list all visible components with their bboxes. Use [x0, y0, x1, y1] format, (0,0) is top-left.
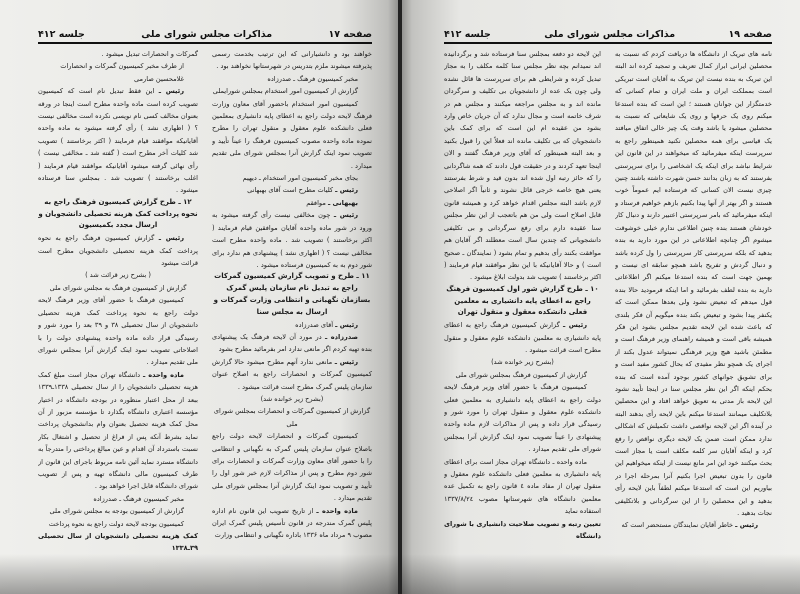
- paragraph-text: گزارش کمیسیون فرهنگ راجع به نحوه پرداخت کمک هزینه تحصیلی دانشجویان مطرح است قرائت میشود: [38, 234, 198, 268]
- paragraph: [38, 232, 198, 269]
- running-title: مذاکرات مجلس شورای ملی: [544, 29, 676, 40]
- paragraph-text: مخبر کمیسیون فرهنگ ـ صدرزاده: [267, 74, 358, 83]
- session-number: جلسه ۴۱۲: [444, 29, 491, 40]
- speaker-name: ماده واحده ـ: [316, 506, 358, 515]
- paragraph: [38, 518, 198, 530]
- column-left: [444, 48, 601, 588]
- paragraph: [615, 48, 772, 519]
- speaker-name: رئیس ـ: [335, 186, 358, 195]
- section-heading: [38, 197, 198, 232]
- paragraph: [212, 319, 372, 331]
- column-left: [38, 48, 198, 588]
- paragraph-text: کلیات مطرح است آقای بهبهانی: [247, 186, 336, 195]
- speaker-name: صدرزاده ـ: [324, 332, 358, 341]
- paragraph: [38, 369, 198, 493]
- page-number: صفحه ۱۹: [728, 29, 772, 40]
- page-header: [38, 24, 372, 40]
- speaker-name: ماده واحده ـ: [142, 370, 184, 379]
- paragraph-text: ماده واحده ـ دانشگاه تهران مجاز است برای اعطای پایه دانشیاری به معلمین فعلی دانشکده علوم معقول و منقول تهران از مفاد ماده ٤ قانون راجع به تکمیل عده معلمین دانشگاه های شهرستانها مصوب ۱۳۳۷/۸/۲٤ استفاده نماید: [444, 457, 601, 516]
- page-header: [444, 24, 772, 40]
- paragraph-text: ۱۱ ـ طرح و تصویب گزارش کمیسیون گمرکات راجع به تبدیل نام سازمان پلیس گمرک بسازمان نگهبانی و انتظامی وزارت گمرکات و ارسال به مجلس سنا: [213, 272, 371, 316]
- paragraph: [38, 294, 198, 368]
- text-columns: [38, 48, 372, 588]
- paragraph: [444, 369, 601, 381]
- paragraph: [38, 282, 198, 294]
- speaker-name: رئیس ـ: [735, 521, 758, 530]
- paragraph: [444, 456, 601, 518]
- session-number: جلسه ۴۱۲: [38, 29, 85, 40]
- paragraph-text: گزارش از کمیسیون گمرکات و انحصارات بمجلس شورای ملی: [213, 407, 371, 428]
- paragraph-text: ۱۲ ـ طرح گزارش کمیسیون فرهنگ راجع به نحوه پرداخت کمک هزینه تحصیلی دانشجویان و ارسال مجدد بکمیسیون: [38, 197, 198, 230]
- text-columns: [444, 48, 772, 588]
- paragraph: [38, 269, 198, 281]
- section-heading: [444, 284, 601, 319]
- paragraph: [212, 430, 372, 504]
- paragraph: [38, 505, 198, 517]
- paragraph-text: از تاریخ تصویب این قانون نام اداره پلیس گمرک مندرجه در قانون تأسیس پلیس گمرک ایران مصوب ۹ مرداد ماه ۱۳۳۶ باداره نگهبانی و انتظامی وزارت: [212, 506, 372, 540]
- paragraph: [212, 209, 372, 271]
- paragraph-text: گزارش از کمیسیون امور استخدام بمجلس شورایملی: [212, 87, 358, 96]
- paragraph: [444, 319, 601, 356]
- speaker-name: رئیس ـ: [562, 321, 587, 330]
- paragraph-text: گزارش کمیسیون فرهنگ راجع به اعطای پایه دانشیاری به معلمین دانشکده علوم معقول و منقول مطرح است قرائت میشود .: [444, 321, 601, 354]
- paragraph: [212, 405, 372, 430]
- paragraph: [212, 98, 372, 172]
- paragraph-text: موافقم: [306, 198, 328, 207]
- paragraph-text: گمرکات و انحصارات تبدیل میشود .: [101, 50, 198, 58]
- paragraph: [212, 505, 372, 542]
- column-right: [615, 48, 772, 588]
- paragraph-text: (بشرح زیر خوانده شد): [491, 358, 554, 367]
- column-right: [212, 48, 372, 588]
- speaker-name: رئیس ـ: [158, 234, 185, 243]
- speaker-name: رئیس ـ: [334, 357, 358, 366]
- speaker-name: بهبهانی ـ: [327, 198, 358, 207]
- paragraph-text: چون مخالفی نیست رأی گرفته میشود به ورود در شور ماده واحده آقایان موافقین قیام فرمایند ( اکثر برخاستند ) تصویب شد . ماده واحده مطرح است مخالفی نیست ؟ ( اظهاری نشد ) پیشنهادی هم ندارد برای شور دوم به به کمیسیون فرستاده میشود .: [212, 211, 372, 269]
- paragraph-text: این فقط تبدیل نام است که کمیسیون تصویب کرده است ماده واحده مطرح است اینجا در ورقه بعنوان مخالف کسی نام نویسی نکرده است مخالفی نیست ؟ ( اظهاری نشد ) رأی گرفته میشود به ماده واحده آقایانیکه موافقند قیام فرمایند ( اکثر برخاستند ) تصویب شد کلیات آخر مطرح است ( گفته شد ـ مخالفی نیست ) رأی نهائی گرفته میشود آقایانیکه موافقند قیام فرمایند ( اغلب برخاستند ) تصویب شد . بمجلس سنا فرستاده میشود .: [38, 87, 198, 195]
- paragraph: [444, 356, 601, 368]
- header-rule: [38, 42, 372, 44]
- paragraph: [38, 493, 198, 505]
- paragraph: [38, 85, 198, 197]
- paragraph-text: خاطر آقایان نمایندگان مستحضر است که: [621, 521, 736, 530]
- paragraph: [615, 519, 772, 531]
- paragraph-text: گزارش از کمیسیون فرهنگ بمجلس شورای ملی: [455, 370, 587, 379]
- speaker-name: رئیس ـ: [158, 87, 184, 96]
- paragraph-text: مانعی ندارد آنهم مطرح میشود حالا گزارش کمیسیون گمرکات و انحصارات راجع به اصلاح عنوان سازمان پلیس گمرک مطرح است قرائت میشود .: [212, 357, 372, 391]
- paragraph: [212, 73, 372, 85]
- speaker-name: رئیس ـ: [335, 320, 358, 329]
- paragraph-text: غلامحسین صارمی: [134, 74, 184, 83]
- paragraph: [444, 518, 601, 543]
- paragraph-text: مخبر کمیسیون فرهنگ ـ صدرزاده: [93, 494, 184, 503]
- paragraph-text: تعیین رتبه و تصویب صلاحیت دانشیاری با شورای دانشگاه: [444, 519, 601, 541]
- paragraph-text: آقای صدرزاده: [295, 320, 336, 329]
- paragraph: [444, 48, 601, 284]
- paragraph-text: در مورد آن لایحه فرهنگ یک پیشنهادی بنده تهیه کردم اگر مانعی ندارد امر بفرمائید مطرح بشود: [212, 332, 372, 354]
- paragraph-text: بجای مخبر کمیسیون امور استخدام ـ دیهیم: [242, 174, 358, 183]
- page-number: صفحه ۱۷: [328, 29, 372, 40]
- paragraph: [38, 73, 198, 85]
- paragraph: [38, 60, 198, 72]
- book-spine: [398, 0, 402, 594]
- paragraph-text: نامه های تبریک از دانشگاه ها دریافت کردم که نسبت به محصلین ایرانی ابراز کمال تعریف و تمجید کرده اند البته این تبریک به بنده نیست این تبریک به آقایان است تبریکی است بمملکت ایران و ملت ایران و تمام کسانی که خدمتگزار این جوانان هستند ؛ این است که بنده استدعا میکنم روی یک حرفها و روی یک شایعاتی که نسبت به محصلین میشود یا باشد وقت یک چیز خالی اتفاق میافتد یک قیاسی برای همه محصلین نکنید همینطور راجع به سرپرست اینکه میفرمائید که میخواهند در این قانون این شرایط نباشد برای اینکه یک اشخاصی را برای سرپرستی بفرستند که به زبان بدانند حسن شهرت داشته باشند چنین چیزی نیست الان کسانی که فرستاده ایم عموماً خوب هستند و اگر بهتر از آنها پیدا بکنیم بازهم خواهیم فرستاد و اینکه میفرمائید که بامر سرپرستی اعتبیر دارند و دنبال کار خودشان هستند بنده چنین اطلاعی ندارم خیلی خوشوقت میشوم اگر چنانچه اطلاعاتی در این مورد دارید به بنده بدهید که بلکه سرپرستی کار سرپرستی را ول کرده باشد و دنبال گردش و تفریح باشد همچو سابقه ای نیست و بهمین جهت است که بنده استدعا میکنم اگر اطلاعاتی دارید به بنده لطف بفرمائید و اما اینکه فرمودید حالا بنده قول میدهم که تبعیض نشود ولی بعدها ممکن است که یکنفر پیدا بشود و تبعیض بکند بنده میگویم آن فکر بلندی که باعث شده این لایحه تقدیم مجلس بشود این فکر همیشه باقی است و همیشه راهنمای وزیر فرهنگ است و مطمئن باشید هیچ وزیر فرهنگی نمیتواند عدول بکند از اجرای یک همچو نظر مفیدی که بحال کشور مفید است و برای تشویق جوانهای کشور بوجود آمده است که بنده بحکم اینکه اگر این نظر مجلس سنا در اینجا تأیید نشود این لایحه باز مدتی به تعویق خواهد افتاد و این محصلین بلاتکلیف میمانند استدعا میکنم باین لایحه رأی بدهند البته در آینده اگر این لایحه نواقصی داشت تکمیلش که اشکالی ندارد ممکن است ضمن یک لایحه دیگری نواقص را رفع کرد و اینکه آقایان سر کلمه مکلف است یا مجاز است بحث میکنند خود این امر مانع نیست از اینکه میخواهیم این قانون را بدون تبعیض اجرا بکنیم آنرا بمرحله اجرا در بیاوریم این است که استدعا میکنم لطفاً باین لایحه رأی بدهید و این محصلین را از این سرگردانی و بلاتکلیفی نجات بدهید .: [615, 50, 772, 518]
- paragraph-text: خواهند بود و دانشیارانی که این ترتیب بخدمت رسمی پذیرفته میشوند ملزم بتدریس در شهرستانها نخواهند بود .: [212, 50, 372, 71]
- header-rule: [444, 42, 772, 44]
- paragraph-text: کمیسیون فرهنگ با حضور آقای وزیر فرهنگ لایحه دولت راجع به نحوه پرداخت کمک هزینه تحصیلی دانشجویان از سال تحصیلی ۳۸ و ۳۹ بعد را مورد شور و رسیدگی قرار داده ماده واحده پیشنهادی دولت را با اصلاحاتی تصویب نمود اینک گزارش آنرا بمجلس شورای ملی تقدیم میدارد .: [38, 296, 198, 367]
- paragraph: [212, 393, 372, 405]
- paragraph-text: این لایحه دو دفعه بمجلس سنا فرستاده شد و برگردانیده اند نمیدانم بچه نظر مجلس سنا کلمه مکلف را به مجاز تبدیل کرده و شرایطی هم برای سرپرست ها قائل نشده ولی چون یک عده از دانشجویان بی تکلیف و سرگردان مانده اند و به مجلس مراجعه میکنند و مجلس هم در شرف خاتمه است و مجال ندارد که آن جریان خاص وارد بشود من عقیده ام این است که برای کمک باین دانشجویان که بی تکلیف مانده اند فعلاً این را قبول بکنید و بعد البته همینطور که آقای وزیر فرهنگ گفتند و الان اینجا تعهد کردند و در حقیقت قول دادند که همه شاگردانی را که حائز رتبه اول شده اند بدون قید و شرط بفرستند یعنی هیچ خاصه خرجی قائل نشوند و ثانیاً اگر اصلاحی لازم باشد البته مجلس اقدام خواهد کرد و همیشه قانون قابل اصلاح است ولی من هم باتعجب از این نظر مجلس سنا عقیده دارم برای رفع سرگردانی و بی تکلیفی دانشجویانی که چندین سال است معطلند اگر آقایان هم موافقت بکنند رأی بدهیم و تمام بشود ( نمایندگان ـ صحیح است ) و حالا آقایانیکه با این نظر موافقند قیام فرمایند ( اکثر برخاستند ) تصویب شد بدولت ابلاغ میشود .: [444, 50, 601, 282]
- paragraph: [212, 197, 372, 209]
- paragraph: [212, 48, 372, 73]
- paragraph: [212, 356, 372, 393]
- paragraph: [212, 331, 372, 356]
- paragraph: [38, 48, 198, 60]
- paragraph-text: کمیسیون بودجه لایحه دولت راجع به نحوه پرداخت: [48, 519, 184, 528]
- paragraph-text: از طرف مخبر کمیسیون گمرکات و انحصارات: [60, 62, 184, 71]
- section-heading: [212, 271, 372, 318]
- paragraph-text: کمیسیون فرهنگ با حضور آقای وزیر فرهنگ لایحه دولت راجع به اعطای پایه دانشیاری به معلمین فعلی دانشکده علوم معقول و منقول تهران را مورد شور و رسیدگی قرار داده و پس از مذاکرات لازم ماده واحده پیشنهادی را عیناً تصویب نمود اینک گزارش آنرا بمجلس شورای ملی تقدیم میدارد .: [444, 383, 601, 454]
- paragraph: [38, 530, 198, 555]
- paragraph-text: ( بشرح زیر قرائت شد ): [85, 271, 151, 280]
- paragraph-text: (بشرح زیر خوانده شد): [260, 394, 324, 403]
- page-19: [400, 0, 800, 594]
- paragraph: [212, 184, 372, 196]
- running-title: مذاکرات مجلس شورای ملی: [141, 29, 273, 40]
- paragraph-text: گزارش از کمیسیون فرهنگ به مجلس شورای ملی: [49, 283, 187, 292]
- paragraph-text: کمک هزینه تحصیلی دانشجویان از سال تحصیلی ۳۹ـ۱۳۳۸: [38, 532, 198, 553]
- paragraph: [212, 85, 372, 97]
- paragraph-text: گزارش از کمیسیون بودجه به مجلس شورای ملی: [49, 507, 184, 516]
- paragraph-text: کمیسیون امور استخدام باحضور آقای معاون وزارت فرهنگ لایحه دولت راجع به اعطای پایه دانشیاری بمعلمین فعلی دانشکده علوم معقول و منقول تهران را مطرح نموده ماده واحده مصوب کمیسیون فرهنگ را عیناً تأیید و تصویب نمود اینک گزارش آنرا بمجلس شورای ملی تقدیم میدارد .: [212, 99, 372, 170]
- paragraph: [444, 381, 601, 455]
- paragraph-text: کمیسیون گمرکات و انحصارات لایحه دولت راجع باصلاح عنوان سازمان پلیس گمرک به نگهبانی و انتظامی را با حضور آقای معاون وزارت گمرکات و انحصارات برای شور دوم مطرح و پس از مذاکرات لازم خبر شور اول را تأیید و تصویب نمود اینک گزارش آنرا بمجلس شورای ملی تقدیم میدارد .: [212, 432, 372, 503]
- paragraph-text: دانشگاه تهران مجاز است مبلغ کمک هزینه تحصیلی دانشجویان را از سال تحصیلی ۱۳۳۸ـ۱۳۳۹ ببعد از محل اعتبار منظوره در بودجه دانشگاه در اختیار مؤسسه اعتباری دانشگاه بگذارد تا مؤسسه مزبور از آن محل کمک هزینه تحصیل بعنوان وام بدانشجویان پرداخت نماید بشرط آنکه پس از فراغ از تحصیل و اشتغال بکار نسبت باسترداد آن اقدام و عین مبالغ پرداختی را متدرجاً به دانشگاه مسترد نماید آئین نامه مربوط باجرای این قانون از طرف کمیسیون مالی دانشگاه تهیه و پس از تصویب شورای دانشگاه قابل اجرا خواهد بود .: [38, 370, 198, 491]
- paragraph: [212, 172, 372, 184]
- paragraph-text: ۱۰ ـ طرح گزارش شور اول کمیسیون فرهنگ راجع به اعطای پایه دانشیاری به معلمین فعلی دانشکده معقول و منقول تهران: [446, 284, 599, 317]
- speaker-name: رئیس ـ: [333, 211, 358, 220]
